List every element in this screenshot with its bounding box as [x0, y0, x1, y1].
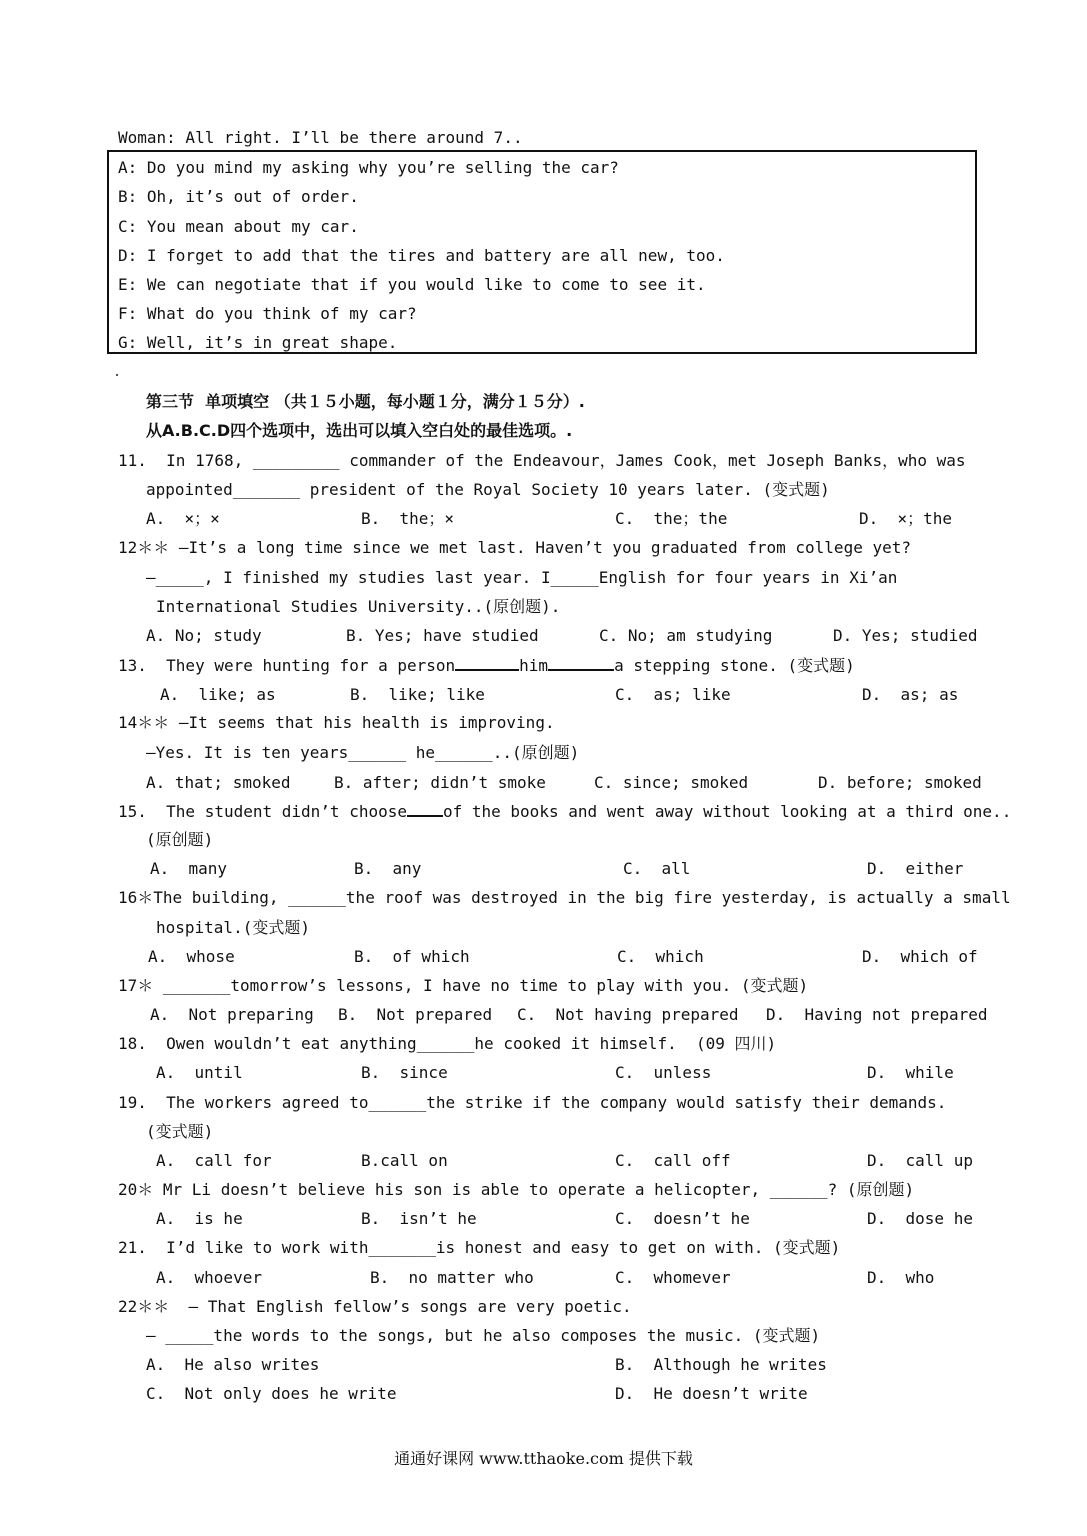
- q19-option-c: C. call off: [615, 1151, 731, 1170]
- q13-option-d: D. as; as: [862, 685, 959, 704]
- q17-option-d: D. Having not prepared: [766, 1005, 988, 1024]
- q16-option-b: B. of which: [354, 947, 470, 966]
- q13-option-a: A. like; as: [160, 685, 276, 704]
- q19-line2: (变式题): [146, 1122, 214, 1141]
- q22-option-b: B. Although he writes: [615, 1355, 827, 1374]
- q11-option-a: A. ×；×: [146, 509, 220, 528]
- q21-option-c: C. whomever: [615, 1268, 731, 1287]
- q12-option-b: B. Yes; have studied: [346, 626, 539, 645]
- q14-line2: —Yes. It is ten years______ he______..(原创题): [146, 743, 580, 762]
- q20-option-c: C. doesn’t he: [615, 1209, 750, 1228]
- q21-option-d: D. who: [867, 1268, 935, 1287]
- q15-prefix: 15. The student didn’t choose: [118, 802, 407, 821]
- q13-option-b: B. like; like: [350, 685, 485, 704]
- page-footer: 通通好课网 www.tthaoke.com 提供下载: [394, 1449, 693, 1468]
- q15-stem: [118, 801, 1011, 822]
- q20-option-d: D. dose he: [867, 1209, 973, 1228]
- q14-option-b: B. after; didn’t smoke: [334, 773, 546, 792]
- q19-option-b: B.call on: [361, 1151, 448, 1170]
- dialog-option-b: B: Oh, it’s out of order.: [118, 187, 359, 206]
- q16-option-a: A. whose: [148, 947, 235, 966]
- q12-line2: —_____, I finished my studies last year. I_____English for four years in Xi’an: [146, 568, 898, 587]
- q20-option-b: B. isn’t he: [361, 1209, 477, 1228]
- q13-suffix: a stepping stone. (变式题): [614, 656, 855, 675]
- q19-option-a: A. call for: [156, 1151, 272, 1170]
- intro-line: Woman: All right. I’ll be there around 7..: [118, 128, 523, 147]
- q15-suffix: of the books and went away without looking at a third one..: [442, 802, 1012, 821]
- q22-line1: 22＊＊ — That English fellow’s songs are very poetic.: [118, 1297, 632, 1316]
- q17-option-b: B. Not prepared: [338, 1005, 493, 1024]
- q15-option-b: B. any: [354, 859, 422, 878]
- q18-line1: 18. Owen wouldn’t eat anything______he cooked it himself. (09 四川): [118, 1034, 777, 1053]
- q21-line1: 21. I’d like to work with_______is honest and easy to get on with. (变式题): [118, 1238, 841, 1257]
- q21-option-a: A. whoever: [156, 1268, 262, 1287]
- stray-mark: [116, 374, 118, 376]
- q19-option-d: D. call up: [867, 1151, 973, 1170]
- dialog-option-f: F: What do you think of my car?: [118, 304, 417, 323]
- q18-option-d: D. while: [867, 1063, 954, 1082]
- q11-option-b: B. the；×: [361, 509, 455, 528]
- q13-stem: [118, 655, 855, 676]
- q12-option-c: C. No; am studying: [599, 626, 773, 645]
- q14-line1: 14＊＊ —It seems that his health is improving.: [118, 713, 555, 732]
- q20-line1: 20＊ Mr Li doesn’t believe his son is able to operate a helicopter, ______? (原创题): [118, 1180, 915, 1199]
- q18-option-a: A. until: [156, 1063, 243, 1082]
- q13-blank-1: [455, 655, 519, 671]
- q22-option-d: D. He doesn’t write: [615, 1384, 808, 1403]
- q13-prefix: 13. They were hunting for a person: [118, 656, 456, 675]
- q19-line1: 19. The workers agreed to______the strike if the company would satisfy their demands.: [118, 1093, 947, 1112]
- section-instruction: 从A.B.C.D四个选项中，选出可以填入空白处的最佳选项。.: [146, 421, 573, 440]
- dialog-option-g: G: Well, it’s in great shape.: [118, 333, 398, 352]
- q14-option-a: A. that; smoked: [146, 773, 291, 792]
- q20-option-a: A. is he: [156, 1209, 243, 1228]
- q11-line2: appointed_______ president of the Royal Society 10 years later. (变式题): [146, 480, 830, 499]
- q11-line1: 11. In 1768, _________ commander of the Endeavour，James Cook，met Joseph Banks，who was: [118, 451, 966, 470]
- q12-option-a: A. No; study: [146, 626, 262, 645]
- dialog-option-d: D: I forget to add that the tires and battery are all new, too.: [118, 246, 725, 265]
- dialog-option-a: A: Do you mind my asking why you’re selling the car?: [118, 158, 619, 177]
- q11-option-d: D. ×；the: [859, 509, 953, 528]
- q16-line1: 16＊The building, ______the roof was destroyed in the big fire yesterday, is actually a small: [118, 888, 1011, 907]
- q13-mid: him: [519, 656, 549, 675]
- q16-option-c: C. which: [617, 947, 704, 966]
- dialog-option-c: C: You mean about my car.: [118, 217, 359, 236]
- q15-line2: (原创题): [146, 830, 214, 849]
- q14-option-c: C. since; smoked: [594, 773, 749, 792]
- q22-option-a: A. He also writes: [146, 1355, 320, 1374]
- q15-blank: [407, 801, 443, 817]
- q22-line2: — _____the words to the songs, but he also composes the music. (变式题): [146, 1326, 821, 1345]
- q12-line1: 12＊＊ —It’s a long time since we met last. Haven’t you graduated from college yet?: [118, 538, 911, 557]
- q15-option-d: D. either: [867, 859, 964, 878]
- q15-option-a: A. many: [150, 859, 228, 878]
- q18-option-b: B. since: [361, 1063, 448, 1082]
- q17-line1: 17＊ _______tomorrow’s lessons, I have no time to play with you. (变式题): [118, 976, 809, 995]
- q14-option-d: D. before; smoked: [818, 773, 982, 792]
- q11-option-c: C. the；the: [615, 509, 728, 528]
- section-title: 第三节 单项填空 （共１５小题，每小题１分，满分１５分）.: [146, 392, 585, 411]
- q18-option-c: C. unless: [615, 1063, 712, 1082]
- q15-option-c: C. all: [623, 859, 691, 878]
- q12-line3: International Studies University..(原创题).: [156, 597, 561, 616]
- q13-blank-2: [548, 655, 614, 671]
- q21-option-b: B. no matter who: [370, 1268, 534, 1287]
- q16-line2: hospital.(变式题): [156, 918, 310, 937]
- q16-option-d: D. which of: [862, 947, 978, 966]
- q17-option-a: A. Not preparing: [150, 1005, 314, 1024]
- q13-option-c: C. as; like: [615, 685, 731, 704]
- q22-option-c: C. Not only does he write: [146, 1384, 397, 1403]
- dialog-option-e: E: We can negotiate that if you would like to come to see it.: [118, 275, 706, 294]
- q17-option-c: C. Not having prepared: [517, 1005, 739, 1024]
- q12-option-d: D. Yes; studied: [833, 626, 978, 645]
